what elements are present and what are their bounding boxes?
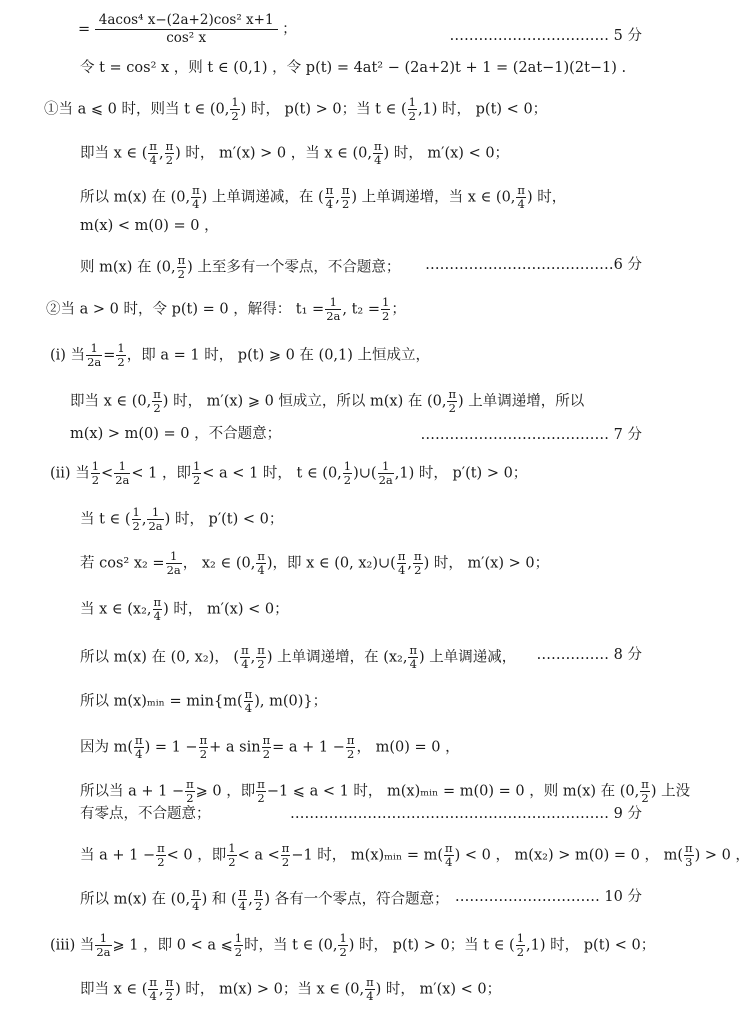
eq-sign: = bbox=[78, 21, 91, 38]
denominator: 2 bbox=[448, 401, 456, 415]
denominator: 4 bbox=[374, 153, 382, 167]
denominator: 4 bbox=[135, 747, 143, 761]
text-fragment: 当 x ∈ (x₂, bbox=[80, 601, 152, 618]
text-fragment: ) 时， p(t) > 0；当 t ∈ ( bbox=[240, 101, 407, 118]
line-m-pi-4 bbox=[80, 734, 460, 761]
text-fragment: ) 上单调递增，所以 bbox=[458, 393, 585, 410]
fraction bbox=[134, 734, 144, 761]
denominator: 4 bbox=[517, 197, 525, 211]
text-fragment: , bbox=[248, 891, 253, 908]
text-fragment: ②当 a > 0 时，令 p(t) = 0 ，解得： t₁ = bbox=[46, 301, 325, 318]
denominator: 4 bbox=[153, 609, 161, 623]
fraction bbox=[132, 506, 141, 533]
fraction bbox=[230, 96, 239, 123]
denominator: 4 bbox=[241, 657, 249, 671]
text-fragment: ,1) 时， p′(t) > 0； bbox=[394, 465, 528, 482]
numerator: 1 bbox=[339, 931, 347, 945]
fraction bbox=[148, 140, 158, 167]
numerator: 1 bbox=[382, 295, 390, 309]
denominator: 4 bbox=[257, 563, 265, 577]
fraction bbox=[447, 388, 457, 415]
fraction bbox=[192, 460, 201, 487]
line-monotonic-1 bbox=[80, 184, 566, 211]
text-fragment: ①当 a ⩽ 0 时，则当 t ∈ (0, bbox=[44, 101, 230, 118]
numerator: π bbox=[262, 733, 271, 747]
fraction bbox=[199, 734, 209, 761]
numerator: 1 bbox=[117, 341, 125, 355]
text-fragment: + a sin bbox=[209, 739, 261, 756]
text-fragment: ) < 0 ， m(x₂) > m(0) = 0 ， m( bbox=[454, 847, 683, 864]
text-fragment: ) 时， p(t) > 0；当 t ∈ ( bbox=[348, 937, 515, 954]
text-fragment: ) 时， m′(x) < 0； bbox=[375, 981, 502, 998]
numerator: π bbox=[325, 183, 334, 197]
numerator: 1 bbox=[86, 342, 102, 356]
text-fragment: 即当 x ∈ ( bbox=[80, 981, 148, 998]
text-fragment: ) 上没 bbox=[650, 783, 691, 800]
numerator: π bbox=[409, 643, 418, 657]
text-fragment: ； bbox=[391, 301, 406, 318]
denominator: 2 bbox=[262, 747, 271, 761]
text-fragment: , t₂ = bbox=[342, 301, 381, 318]
fraction bbox=[684, 842, 694, 869]
denominator: 4 bbox=[397, 563, 406, 577]
line-not-fit-7: m(x) > m(0) = 0 ，不合题意； bbox=[70, 426, 282, 442]
fraction bbox=[256, 644, 266, 671]
text-fragment: ) 各有一个零点，符合题意； bbox=[264, 891, 449, 908]
text-fragment: = bbox=[103, 347, 116, 364]
denominator: 2 bbox=[341, 197, 350, 211]
denominator: 2 bbox=[192, 473, 201, 487]
text-fragment: (iii) 当 bbox=[50, 937, 95, 954]
numerator: 1 bbox=[516, 931, 525, 945]
fraction bbox=[191, 886, 201, 913]
fraction bbox=[408, 644, 418, 671]
numerator: 1 bbox=[166, 550, 182, 564]
numerator: 1 bbox=[228, 841, 236, 855]
fraction bbox=[373, 140, 383, 167]
fraction bbox=[281, 842, 291, 869]
denominator: 2 bbox=[153, 401, 161, 415]
fraction bbox=[165, 976, 175, 1003]
numerator: π bbox=[244, 687, 253, 701]
numerator: π bbox=[341, 183, 350, 197]
text-fragment: , bbox=[335, 189, 340, 206]
text-fragment: ) 时， bbox=[526, 189, 567, 206]
line-case-2-iii bbox=[50, 932, 655, 959]
line-monotonic-2 bbox=[80, 644, 516, 671]
denominator: 4 bbox=[192, 197, 200, 211]
text-fragment: ) 时， m′(x) > 0 ，当 x ∈ (0, bbox=[175, 145, 372, 162]
score-7: ………………………………… 7 分 bbox=[420, 427, 642, 443]
text-fragment: = a + 1 − bbox=[272, 739, 345, 756]
fraction bbox=[365, 976, 375, 1003]
numerator: π bbox=[254, 885, 263, 899]
fraction bbox=[262, 734, 272, 761]
text-fragment: 所以当 a + 1 − bbox=[80, 783, 185, 800]
denominator: 4 bbox=[409, 657, 417, 671]
denominator: 2 bbox=[165, 153, 174, 167]
text-fragment: ) 上单调递增，当 x ∈ (0, bbox=[351, 189, 516, 206]
fraction bbox=[156, 842, 166, 869]
text-fragment: , bbox=[250, 649, 256, 666]
denominator: 2 bbox=[228, 855, 236, 869]
numerator: π bbox=[517, 183, 525, 197]
line-substitution: 令 t = cos² x ，则 t ∈ (0,1) ，令 p(t) = 4at² − (2a+2)t + 1 = (2at−1)(2t−1) . bbox=[80, 60, 627, 76]
numerator: π bbox=[241, 643, 249, 657]
fraction bbox=[227, 842, 236, 869]
text-fragment: 即当 x ∈ (0, bbox=[70, 393, 152, 410]
numerator: π bbox=[685, 841, 693, 855]
numerator: π bbox=[186, 777, 194, 791]
text-fragment: < 0 ，即 bbox=[166, 847, 227, 864]
denominator: 2a bbox=[378, 473, 393, 487]
text-fragment: −1 时， m(x)ₘᵢₙ = m( bbox=[291, 847, 444, 864]
denominator: 2 bbox=[516, 945, 525, 959]
score-9: ………………………………………………………… 9 分 bbox=[290, 806, 642, 822]
line-x2-def bbox=[80, 550, 549, 577]
denominator: 2a bbox=[166, 563, 181, 577]
text-fragment: ,1) 时， p(t) < 0； bbox=[417, 101, 548, 118]
line-x2-interval bbox=[80, 596, 289, 623]
numerator: π bbox=[192, 885, 200, 899]
text-fragment: 所以 m(x) 在 (0, bbox=[80, 891, 191, 908]
line-case-2-i-x bbox=[70, 388, 584, 415]
numerator: π bbox=[257, 643, 265, 657]
fraction bbox=[346, 734, 356, 761]
fraction bbox=[165, 140, 175, 167]
text-fragment: ； bbox=[282, 21, 297, 38]
text-fragment: 所以 m(x)ₘᵢₙ = min{m( bbox=[80, 693, 243, 710]
fraction bbox=[378, 460, 394, 487]
fraction bbox=[148, 976, 158, 1003]
numerator: π bbox=[257, 777, 265, 791]
numerator: 1 bbox=[147, 506, 163, 520]
text-fragment: ) 时， m′(x) < 0； bbox=[383, 145, 510, 162]
fraction bbox=[341, 184, 351, 211]
fraction bbox=[185, 778, 195, 805]
text-fragment: 时，当 t ∈ (0, bbox=[244, 937, 338, 954]
text-fragment: ,1) 时， p(t) < 0； bbox=[526, 937, 656, 954]
fraction bbox=[640, 778, 650, 805]
line-p-prime-neg bbox=[80, 506, 283, 533]
score-5: …………………………… 5 分 bbox=[449, 28, 642, 44]
fraction bbox=[244, 688, 254, 715]
fraction-numerator: 4acos⁴ x−(2a+2)cos² x+1 bbox=[95, 12, 278, 30]
fraction bbox=[397, 550, 407, 577]
text-fragment: )，即 x ∈ (0, x₂)∪( bbox=[266, 555, 396, 572]
text-fragment: < 1 ，即 bbox=[131, 465, 191, 482]
denominator: 2a bbox=[148, 519, 163, 533]
numerator: π bbox=[373, 139, 382, 153]
text-fragment: , bbox=[158, 981, 164, 998]
numerator: 1 bbox=[378, 460, 394, 474]
denominator: 4 bbox=[445, 855, 453, 869]
denominator: 2 bbox=[343, 473, 352, 487]
denominator: 2 bbox=[281, 855, 290, 869]
text-fragment: ，即 a = 1 时， p(t) ⩾ 0 在 (0,1) 上恒成立， bbox=[126, 347, 431, 364]
denominator: 4 bbox=[244, 701, 253, 715]
numerator: π bbox=[281, 841, 290, 855]
denominator: 4 bbox=[149, 989, 157, 1003]
denominator: 2 bbox=[254, 899, 263, 913]
line-two-zeros bbox=[80, 886, 449, 913]
text-fragment: < a < 1 时， t ∈ (0, bbox=[202, 465, 342, 482]
fraction bbox=[114, 460, 130, 487]
fraction bbox=[147, 506, 163, 533]
text-fragment: ) > 0 ， bbox=[694, 847, 750, 864]
line-case-1-x bbox=[80, 140, 509, 167]
denominator: 2 bbox=[347, 747, 355, 761]
numerator: 1 bbox=[91, 459, 100, 473]
fraction bbox=[516, 184, 526, 211]
numerator: π bbox=[165, 975, 174, 989]
fraction bbox=[95, 932, 111, 959]
numerator: 1 bbox=[325, 296, 341, 310]
text-fragment: ) 和 ( bbox=[201, 891, 237, 908]
denominator: 4 bbox=[238, 899, 247, 913]
fraction bbox=[338, 932, 347, 959]
text-fragment: , bbox=[407, 555, 412, 572]
fraction-denominator: cos² x bbox=[166, 30, 207, 46]
numerator: 1 bbox=[192, 459, 201, 473]
text-fragment: (ii) 当 bbox=[50, 465, 90, 482]
denominator: 2 bbox=[234, 945, 243, 959]
fraction bbox=[91, 460, 100, 487]
numerator: 1 bbox=[234, 931, 243, 945]
denominator: 2 bbox=[165, 989, 174, 1003]
numerator: π bbox=[149, 139, 157, 153]
text-fragment: 所以 m(x) 在 (0, bbox=[80, 189, 191, 206]
fraction bbox=[256, 550, 266, 577]
numerator: π bbox=[153, 387, 161, 401]
numerator: 1 bbox=[95, 932, 111, 946]
denominator: 2a bbox=[87, 355, 102, 369]
text-fragment: ) 时， m(x) > 0；当 x ∈ (0, bbox=[175, 981, 365, 998]
text-fragment: < a < bbox=[237, 847, 280, 864]
text-fragment: , bbox=[141, 511, 147, 528]
text-fragment: ⩾ 0 ，即 bbox=[195, 783, 256, 800]
numerator: π bbox=[641, 777, 649, 791]
denominator: 2 bbox=[414, 563, 422, 577]
text-fragment: 当 t ∈ ( bbox=[80, 511, 131, 528]
fraction bbox=[177, 254, 187, 281]
denominator: 2 bbox=[382, 309, 390, 323]
fraction bbox=[254, 886, 264, 913]
numerator: π bbox=[157, 841, 165, 855]
denominator: 4 bbox=[192, 899, 200, 913]
numerator: π bbox=[177, 253, 186, 267]
fraction bbox=[325, 296, 341, 323]
numerator: π bbox=[346, 733, 355, 747]
numerator: 1 bbox=[132, 505, 140, 519]
line-two-zeros-cond bbox=[80, 842, 750, 869]
fraction-main bbox=[95, 12, 278, 47]
score-10: ………………………… 10 分 bbox=[454, 889, 642, 905]
numerator: 1 bbox=[231, 95, 239, 109]
numerator: π bbox=[397, 549, 406, 563]
denominator: 2 bbox=[157, 855, 165, 869]
fraction bbox=[413, 550, 423, 577]
denominator: 4 bbox=[366, 989, 374, 1003]
fraction bbox=[325, 184, 335, 211]
line-at-most-one-zero bbox=[80, 254, 400, 281]
denominator: 2 bbox=[177, 267, 185, 281]
denominator: 2 bbox=[117, 355, 125, 369]
fraction bbox=[444, 842, 454, 869]
text-fragment: )∪( bbox=[353, 465, 377, 482]
numerator: π bbox=[366, 975, 374, 989]
text-fragment: 则 m(x) 在 (0, bbox=[80, 259, 176, 276]
line-case-2 bbox=[46, 296, 406, 323]
denominator: 2 bbox=[186, 791, 194, 805]
numerator: π bbox=[257, 549, 265, 563]
numerator: π bbox=[199, 733, 208, 747]
line-case-1 bbox=[44, 96, 547, 123]
text-fragment: ) 时， p′(t) < 0； bbox=[164, 511, 284, 528]
text-fragment: 因为 m( bbox=[80, 739, 134, 756]
fraction bbox=[408, 96, 417, 123]
text-fragment: ) 上单调递增，在 (x₂, bbox=[266, 649, 408, 666]
text-fragment: 即当 x ∈ ( bbox=[80, 145, 148, 162]
text-fragment: −1 ⩽ a < 1 时， m(x)ₘᵢₙ = m(0) = 0 ，则 m(x) 在 (0, bbox=[266, 783, 640, 800]
text-fragment: ⩾ 1 ，即 0 < a ⩽ bbox=[112, 937, 233, 954]
numerator: π bbox=[238, 885, 247, 899]
text-fragment: 若 cos² x₂ = bbox=[80, 555, 165, 572]
denominator: 2 bbox=[339, 945, 347, 959]
numerator: π bbox=[149, 975, 157, 989]
fraction bbox=[256, 778, 266, 805]
denominator: 2a bbox=[96, 945, 111, 959]
denominator: 3 bbox=[685, 855, 693, 869]
score-6: …………………………………6 分 bbox=[425, 257, 642, 273]
text-fragment: , bbox=[158, 145, 164, 162]
line-no-zero-cond bbox=[80, 778, 690, 805]
text-fragment: < bbox=[101, 465, 114, 482]
numerator: π bbox=[414, 549, 422, 563]
denominator: 2 bbox=[641, 791, 649, 805]
denominator: 2 bbox=[257, 657, 265, 671]
fraction bbox=[516, 932, 525, 959]
line-case-2-iii-x bbox=[80, 976, 501, 1003]
numerator: 1 bbox=[408, 95, 416, 109]
fraction bbox=[381, 296, 390, 323]
fraction bbox=[152, 388, 162, 415]
fraction bbox=[234, 932, 243, 959]
text-fragment: ) = 1 − bbox=[144, 739, 198, 756]
text-fragment: (i) 当 bbox=[50, 347, 86, 364]
text-fragment: ， x₂ ∈ (0, bbox=[182, 555, 256, 572]
fraction bbox=[153, 596, 163, 623]
numerator: π bbox=[448, 387, 457, 401]
numerator: π bbox=[165, 139, 174, 153]
text-fragment: ) 上单调递减，在 ( bbox=[201, 189, 324, 206]
text-fragment: ), m(0)}； bbox=[254, 693, 328, 710]
numerator: π bbox=[135, 733, 143, 747]
denominator: 2 bbox=[257, 791, 265, 805]
denominator: 2 bbox=[199, 747, 208, 761]
text-fragment: 所以 m(x) 在 (0, x₂)， ( bbox=[80, 649, 240, 666]
text-fragment: ) 上至多有一个零点，不合题意； bbox=[187, 259, 401, 276]
fraction bbox=[240, 644, 250, 671]
formula-line-m-derivative bbox=[78, 12, 297, 47]
fraction bbox=[191, 184, 201, 211]
score-8: …………… 8 分 bbox=[536, 647, 642, 663]
numerator: 1 bbox=[343, 459, 352, 473]
numerator: π bbox=[153, 595, 162, 609]
line-case-2-i bbox=[50, 342, 430, 369]
text-fragment: ， m(0) = 0 ， bbox=[356, 739, 460, 756]
fraction bbox=[238, 886, 248, 913]
line-not-fit-9: 有零点，不合题意； bbox=[80, 806, 211, 822]
denominator: 2a bbox=[115, 473, 130, 487]
denominator: 2 bbox=[91, 473, 100, 487]
numerator: π bbox=[445, 841, 453, 855]
denominator: 4 bbox=[325, 197, 334, 211]
fraction bbox=[343, 460, 352, 487]
line-m-less: m(x) < m(0) = 0 ， bbox=[80, 218, 219, 234]
denominator: 2 bbox=[132, 519, 140, 533]
text-fragment: 当 a + 1 − bbox=[80, 847, 156, 864]
numerator: 1 bbox=[114, 460, 130, 474]
fraction bbox=[166, 550, 182, 577]
fraction bbox=[116, 342, 125, 369]
text-fragment: ) 时， m′(x) < 0； bbox=[163, 601, 289, 618]
denominator: 2a bbox=[326, 309, 341, 323]
text-fragment: ) 上单调递减， bbox=[419, 649, 517, 666]
denominator: 2 bbox=[231, 109, 239, 123]
fraction bbox=[86, 342, 102, 369]
line-case-2-ii bbox=[50, 460, 527, 487]
denominator: 2 bbox=[408, 109, 416, 123]
line-min bbox=[80, 688, 327, 715]
text-fragment: ) 时， m′(x) ⩾ 0 恒成立，所以 m(x) 在 (0, bbox=[162, 393, 447, 410]
denominator: 4 bbox=[149, 153, 157, 167]
text-fragment: ) 时， m′(x) > 0； bbox=[423, 555, 550, 572]
numerator: π bbox=[192, 183, 200, 197]
